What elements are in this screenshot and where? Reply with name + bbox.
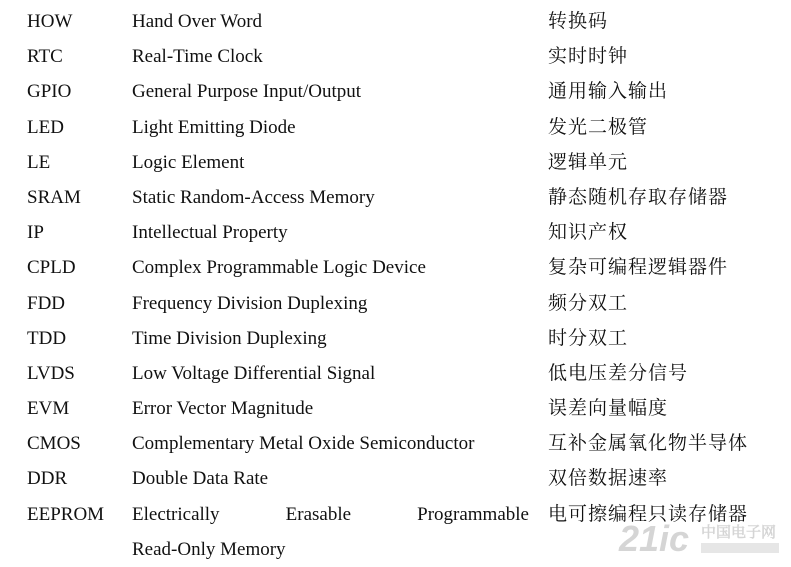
table-row (0, 215, 791, 250)
abbreviation: CPLD (27, 257, 76, 279)
full-term: General Purpose Input/Output (132, 81, 362, 103)
table-row (0, 321, 791, 356)
abbreviation: EVM (27, 398, 70, 420)
chinese-term: 通用输入输出 (548, 80, 669, 103)
glossary-table (0, 4, 791, 567)
abbreviation: LED (27, 116, 64, 138)
table-row (0, 461, 791, 496)
full-term: Intellectual Property (132, 222, 288, 244)
abbreviation: RTC (27, 46, 63, 68)
abbreviation: IP (27, 222, 44, 244)
chinese-term: 电可擦编程只读存储器 (548, 502, 749, 525)
full-term: Double Data Rate (132, 468, 269, 490)
full-term-word: Erasable (285, 503, 352, 525)
svg-text:中国电子网: 中国电子网 (701, 523, 777, 541)
abbreviation: FDD (27, 292, 66, 314)
full-term: Static Random-Access Memory (132, 186, 375, 208)
chinese-term: 转换码 (548, 10, 609, 32)
chinese-term: 复杂可编程逻辑器件 (548, 256, 729, 279)
chinese-term: 频分双工 (548, 291, 629, 314)
table-row (0, 110, 791, 145)
table-row (0, 426, 791, 461)
table-row (0, 180, 791, 215)
abbreviation: GPIO (27, 81, 72, 103)
chinese-term: 双倍数据速率 (548, 467, 669, 490)
table-row (0, 39, 791, 74)
full-term: Real-Time Clock (132, 46, 263, 68)
full-term (132, 497, 529, 532)
watermark-logo-graphic (615, 515, 785, 561)
table-row (0, 145, 791, 180)
full-term: Low Voltage Differential Signal (132, 362, 376, 384)
abbreviation: HOW (27, 11, 73, 32)
table-row (0, 250, 791, 285)
table-row (0, 391, 791, 426)
table-row (0, 4, 791, 39)
abbreviation: LVDS (27, 362, 75, 384)
chinese-term: 发光二极管 (548, 115, 649, 138)
svg-text:21ic: 21ic (619, 518, 690, 559)
full-term: Time Division Duplexing (132, 327, 327, 349)
watermark-logo (615, 515, 785, 561)
full-term: Logic Element (132, 151, 245, 173)
chinese-term: 时分双工 (548, 326, 629, 349)
full-term: Complementary Metal Oxide Semiconductor (132, 433, 475, 455)
chinese-term: 低电压差分信号 (548, 361, 689, 384)
full-term-word: Programmable (417, 503, 529, 525)
chinese-term: 实时时钟 (548, 45, 629, 68)
full-term: Complex Programmable Logic Device (132, 257, 426, 279)
abbreviation: EEPROM (27, 503, 105, 525)
full-term: Light Emitting Diode (132, 116, 296, 138)
full-term: Error Vector Magnitude (132, 398, 314, 420)
chinese-term: 知识产权 (548, 221, 629, 244)
chinese-term: 静态随机存取存储器 (548, 185, 729, 208)
table-row (0, 286, 791, 321)
abbreviation: DDR (27, 468, 68, 490)
full-term: Hand Over Word (132, 11, 263, 32)
table-row (0, 74, 791, 109)
full-term-word: Electrically (132, 503, 220, 525)
abbreviation: LE (27, 151, 51, 173)
full-term-continuation: Read-Only Memory (132, 538, 286, 560)
chinese-term: 误差向量幅度 (548, 397, 669, 420)
abbreviation: CMOS (27, 433, 81, 455)
abbreviation: SRAM (27, 186, 81, 208)
abbreviation: TDD (27, 327, 67, 349)
chinese-term: 互补金属氧化物半导体 (548, 432, 749, 455)
table-row (0, 356, 791, 391)
chinese-term: 逻辑单元 (548, 150, 629, 173)
full-term: Frequency Division Duplexing (132, 292, 368, 314)
